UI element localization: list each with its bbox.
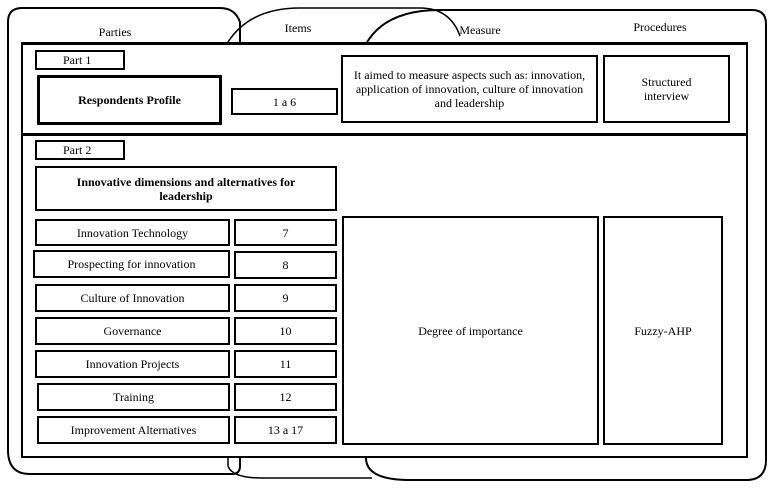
dimension-row-item: 10 — [234, 317, 337, 345]
dimension-row-name: Governance — [35, 317, 230, 345]
dimension-row-name: Training — [37, 383, 230, 411]
part1-items-box: 1 a 6 — [231, 88, 338, 115]
dimension-row-name: Prospecting for innovation — [33, 250, 230, 278]
tab-parties-label: Parties — [98, 25, 132, 39]
respondents-profile-box: Respondents Profile — [37, 75, 222, 125]
part1-procedure-box: Structured interview — [603, 55, 730, 123]
part-divider — [21, 133, 748, 136]
part2-label: Part 2 — [35, 140, 125, 160]
part2-measure-box: Degree of importance — [342, 216, 599, 445]
dimension-row-name: Improvement Alternatives — [37, 416, 230, 444]
dimension-row-item: 8 — [234, 251, 337, 279]
tab-items-label: Items — [284, 21, 312, 35]
tab-measure-label: Measure — [459, 23, 501, 37]
tab-procedures-label: Procedures — [633, 20, 687, 34]
dimension-row-item: 7 — [234, 219, 337, 246]
part2-procedure-box: Fuzzy-AHP — [603, 216, 723, 445]
tab-items-bottom — [228, 458, 372, 478]
dimension-row-item: 13 a 17 — [234, 416, 337, 444]
dimension-row-item: 9 — [234, 284, 337, 312]
dimension-row-item: 12 — [234, 383, 337, 411]
dimension-row-name: Innovation Technology — [35, 219, 230, 246]
dimension-row-name: Innovation Projects — [35, 350, 230, 378]
part1-label: Part 1 — [35, 50, 125, 70]
dimension-row-item: 11 — [234, 350, 337, 378]
dimensions-header-box: Innovative dimensions and alternatives for leadership — [35, 166, 337, 211]
part1-measure-box: It aimed to measure aspects such as: innovation, application of innovation, culture of innovation and leadership — [341, 55, 598, 123]
dimension-row-name: Culture of Innovation — [35, 284, 230, 312]
